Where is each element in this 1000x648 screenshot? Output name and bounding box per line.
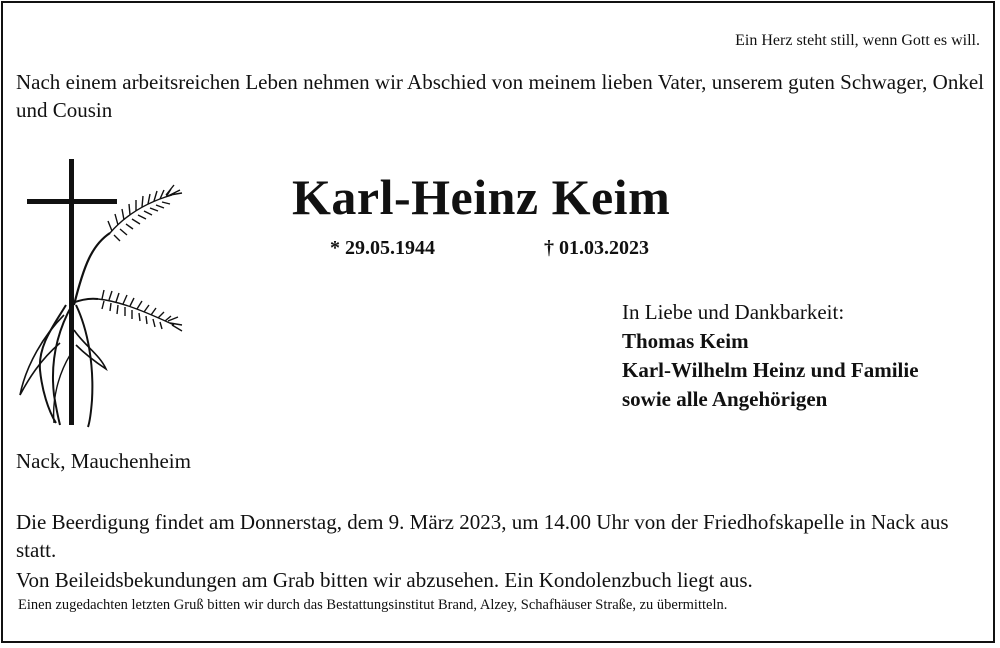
mourners-block	[622, 298, 919, 414]
funeral-home-note: Einen zugedachten letzten Gruß bitten wir durch das Bestattungsinstitut Brand, Alzey, Schafhäuser Straße, zu übermitteln.	[18, 597, 728, 613]
deceased-name: Karl-Heinz Keim	[292, 169, 671, 225]
mourner-name: sowie alle Angehörigen	[622, 387, 828, 411]
place-line: Nack, Mauchenheim	[16, 449, 191, 473]
mourner-name: Thomas Keim	[622, 329, 749, 353]
cross-with-wheat-icon	[14, 155, 184, 430]
funeral-details: Die Beerdigung findet am Donnerstag, dem 9. März 2023, um 14.00 Uhr von der Friedhofskapelle in Nack aus statt.	[16, 510, 949, 562]
condolence-note: Von Beileidsbekundungen am Grab bitten wir abzusehen. Ein Kondolenzbuch liegt aus.	[16, 568, 753, 592]
mourners-heading: In Liebe und Dankbarkeit:	[622, 300, 845, 324]
death-date: † 01.03.2023	[544, 237, 649, 259]
mourner-name: Karl-Wilhelm Heinz und Familie	[622, 358, 919, 382]
intro-text: Nach einem arbeitsreichen Leben nehmen wir Abschied von meinem lieben Vater, unserem guten Schwager, Onkel und Cousin	[16, 70, 984, 122]
birth-date: * 29.05.1944	[330, 237, 435, 259]
motto: Ein Herz steht still, wenn Gott es will.	[735, 32, 980, 49]
